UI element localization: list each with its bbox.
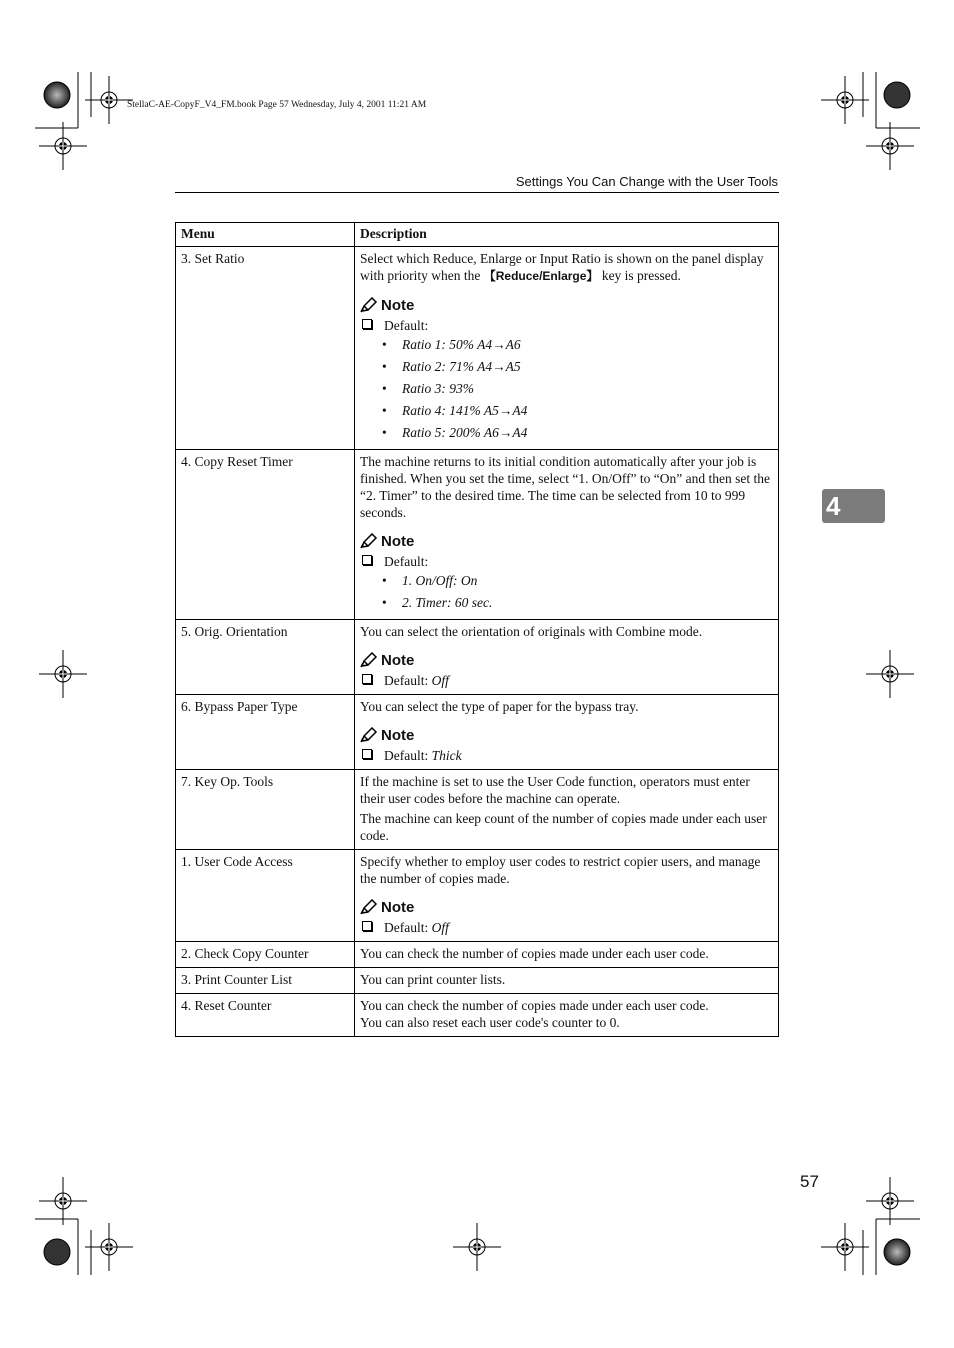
- chapter-tab: 4: [822, 489, 885, 523]
- menu-cell-orig-orientation: 5. Orig. Orientation: [176, 620, 355, 695]
- default-list: [360, 334, 773, 444]
- list-item: • Ratio 1: 50% A4→A6: [382, 334, 773, 356]
- desc-cell-reset-counter: [355, 994, 779, 1037]
- checkbox-icon: [362, 749, 372, 759]
- desc-text: You can select the type of paper for the bypass tray.: [360, 699, 639, 714]
- reduce-enlarge-key: 【Reduce/Enlarge】: [483, 269, 599, 283]
- default-line: [360, 553, 773, 570]
- default-line: [360, 672, 773, 689]
- list-item: • Ratio 4: 141% A5→A4: [382, 400, 773, 422]
- running-header: Settings You Can Change with the User Tools: [515, 174, 778, 189]
- table-row: [176, 994, 779, 1037]
- note-label: Note: [381, 651, 415, 669]
- desc-cell-copy-reset-timer: [355, 450, 779, 620]
- list-item: • Ratio 2: 71% A4→A5: [382, 356, 773, 378]
- default-line: [360, 919, 773, 936]
- table-header-row: [176, 223, 779, 247]
- menu-cell-check-copy-counter: 2. Check Copy Counter: [176, 942, 355, 968]
- menu-cell-copy-reset-timer: 4. Copy Reset Timer: [176, 450, 355, 620]
- desc-text: You can also reset each user code's counter to 0.: [360, 1015, 620, 1030]
- table-row: [176, 450, 779, 620]
- note-label: Note: [381, 532, 415, 550]
- pencil-icon: [360, 533, 378, 549]
- note-label: Note: [381, 898, 415, 916]
- default-label: Default:: [384, 673, 429, 688]
- table-row: [176, 942, 779, 968]
- table-row: [176, 247, 779, 450]
- desc-text-after: key is pressed.: [598, 268, 681, 283]
- menu-cell-key-op-tools: 7. Key Op. Tools: [176, 770, 355, 850]
- pencil-icon: [360, 727, 378, 743]
- desc-text-before: Select which Reduce, Enlarge or Input Ratio is shown on the panel display with priority when the: [360, 251, 764, 283]
- list-item: • Ratio 3: 93%: [382, 378, 773, 400]
- note-heading: [360, 531, 773, 551]
- default-label: Default:: [384, 554, 429, 569]
- default-label: Default:: [384, 920, 429, 935]
- desc-text: You can check the number of copies made under each user code.: [360, 998, 709, 1013]
- list-item: • 1. On/Off: On: [382, 570, 773, 592]
- pencil-icon: [360, 297, 378, 313]
- checkbox-icon: [362, 555, 372, 565]
- checkbox-icon: [362, 319, 372, 329]
- desc-text: The machine returns to its initial condition automatically after your job is finished. When you set the time, select “1. On/Off” to “On” and then set the “2. Timer” to the desired time. The time can be selected from 10 to 999 seconds.: [360, 454, 771, 520]
- desc-cell-bypass-paper-type: [355, 695, 779, 770]
- desc-text: The machine can keep count of the number of copies made under each user code.: [360, 811, 767, 843]
- default-value: Off: [431, 673, 449, 688]
- header-rule: [175, 192, 779, 193]
- default-label: Default:: [384, 318, 429, 333]
- default-value: Off: [431, 920, 449, 935]
- default-line: [360, 747, 773, 764]
- desc-cell-key-op-tools: [355, 770, 779, 850]
- default-value: Thick: [431, 748, 462, 763]
- list-item: • 2. Timer: 60 sec.: [382, 592, 773, 614]
- pencil-icon: [360, 899, 378, 915]
- default-list: [360, 570, 773, 614]
- table-row: [176, 968, 779, 994]
- checkbox-icon: [362, 674, 372, 684]
- note-heading: [360, 650, 773, 670]
- table-row: [176, 695, 779, 770]
- desc-text: Specify whether to employ user codes to restrict copier users, and manage the number of copies made.: [360, 854, 761, 886]
- note-heading: [360, 725, 773, 745]
- desc-cell-set-ratio: [355, 247, 779, 450]
- list-item: • Ratio 5: 200% A6→A4: [382, 422, 773, 444]
- checkbox-icon: [362, 921, 372, 931]
- note-label: Note: [381, 296, 415, 314]
- note-heading: [360, 897, 773, 917]
- menu-cell-print-counter-list: 3. Print Counter List: [176, 968, 355, 994]
- default-line: [360, 317, 773, 334]
- desc-text: [360, 250, 773, 285]
- note-label: Note: [381, 726, 415, 744]
- desc-cell-print-counter-list: You can print counter lists.: [355, 968, 779, 994]
- page-number: 57: [800, 1172, 819, 1191]
- menu-cell-bypass-paper-type: 6. Bypass Paper Type: [176, 695, 355, 770]
- default-label: Default:: [384, 748, 429, 763]
- pencil-icon: [360, 652, 378, 668]
- desc-text: You can select the orientation of originals with Combine mode.: [360, 624, 703, 639]
- desc-cell-user-code-access: [355, 850, 779, 942]
- note-heading: [360, 295, 773, 315]
- print-info-line: StellaC-AE-CopyF_V4_FM.book Page 57 Wednesday, July 4, 2001 11:21 AM: [127, 100, 427, 110]
- table-row: [176, 620, 779, 695]
- menu-cell-user-code-access: 1. User Code Access: [176, 850, 355, 942]
- settings-table: [175, 222, 779, 1037]
- desc-cell-check-copy-counter: You can check the number of copies made under each user code.: [355, 942, 779, 968]
- desc-cell-orig-orientation: [355, 620, 779, 695]
- menu-cell-set-ratio: 3. Set Ratio: [176, 247, 355, 450]
- header-menu: Menu: [176, 223, 355, 247]
- desc-text: If the machine is set to use the User Code function, operators must enter their user codes before the machine can operate.: [360, 774, 750, 806]
- menu-cell-reset-counter: 4. Reset Counter: [176, 994, 355, 1037]
- table-row: [176, 770, 779, 850]
- header-description: Description: [355, 223, 779, 247]
- table-row: [176, 850, 779, 942]
